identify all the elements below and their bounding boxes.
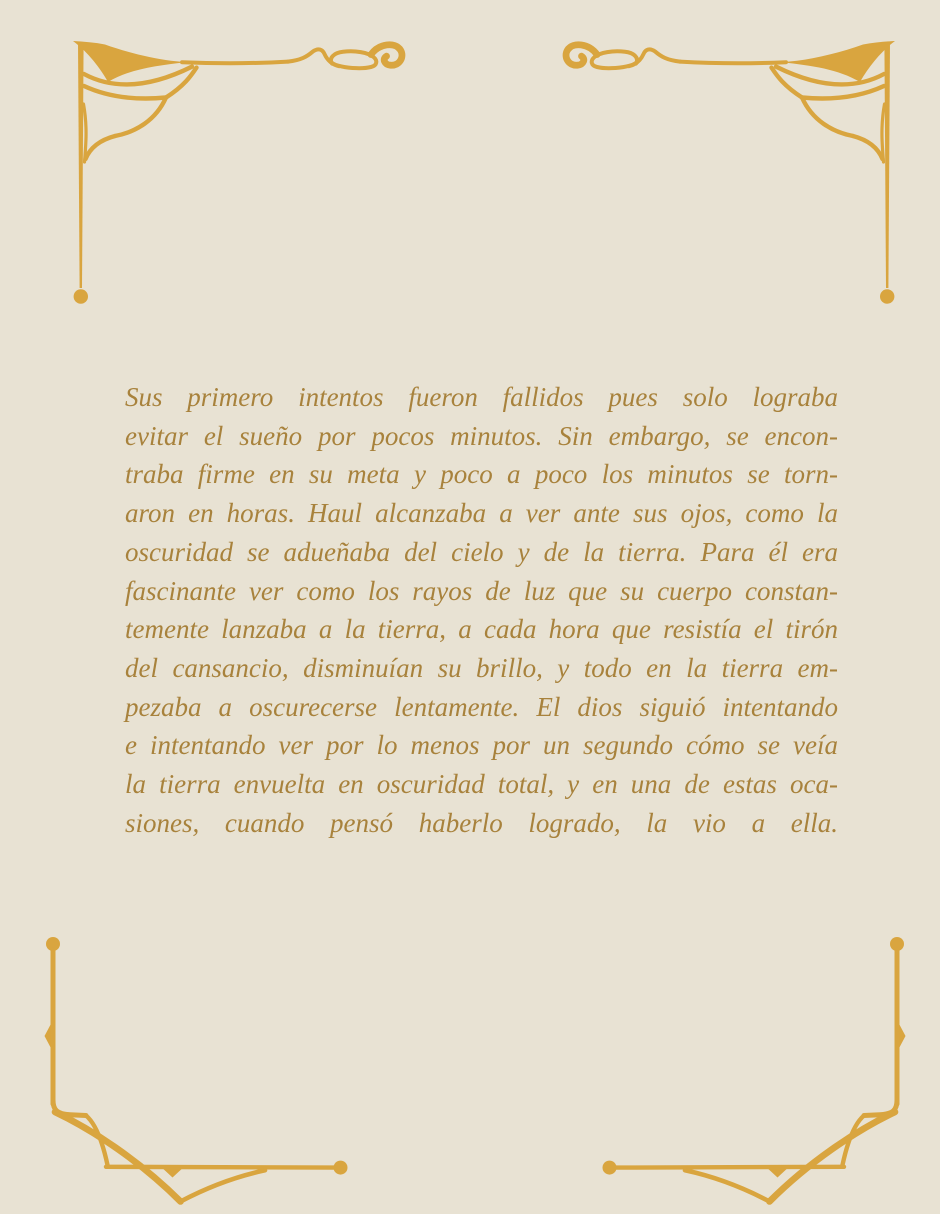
corner-flourish-top-left [70,38,410,310]
paragraph-line: fascinante ver como los rayos de luz que su cuerpo constan- [125,575,838,606]
paragraph-line: siones, cuando pensó haberlo logrado, la vio a ella. [125,807,838,838]
paragraph-line: aron en horas. Haul alcanzaba a ver ante sus ojos, como la [125,498,838,529]
paragraph-line: evitar el sueño por pocos minutos. Sin embargo, se encon- [125,420,838,451]
paragraph-line: del cansancio, disminuían su brillo, y todo en la tierra em- [125,652,838,683]
story-paragraph [125,378,838,842]
corner-flourish-top-right [558,38,898,310]
paragraph-line: Sus primero intentos fueron fallidos pues solo lograba [125,382,838,412]
corner-flourish-bottom-left [40,936,352,1214]
paragraph-line: e intentando ver por lo menos por un segundo cómo se veía [125,730,838,761]
paragraph-line: temente lanzaba a la tierra, a cada hora que resistía el tirón [125,614,838,645]
paragraph-line: traba firme en su meta y poco a poco los minutos se torn- [125,459,838,490]
paragraph-line: pezaba a oscurecerse lentamente. El dios siguió intentando [125,691,838,722]
paragraph-line: oscuridad se adueñaba del cielo y de la tierra. Para él era [125,536,838,567]
paragraph-line: la tierra envuelta en oscuridad total, y en una de estas oca- [125,769,838,800]
corner-flourish-bottom-right [598,936,910,1214]
